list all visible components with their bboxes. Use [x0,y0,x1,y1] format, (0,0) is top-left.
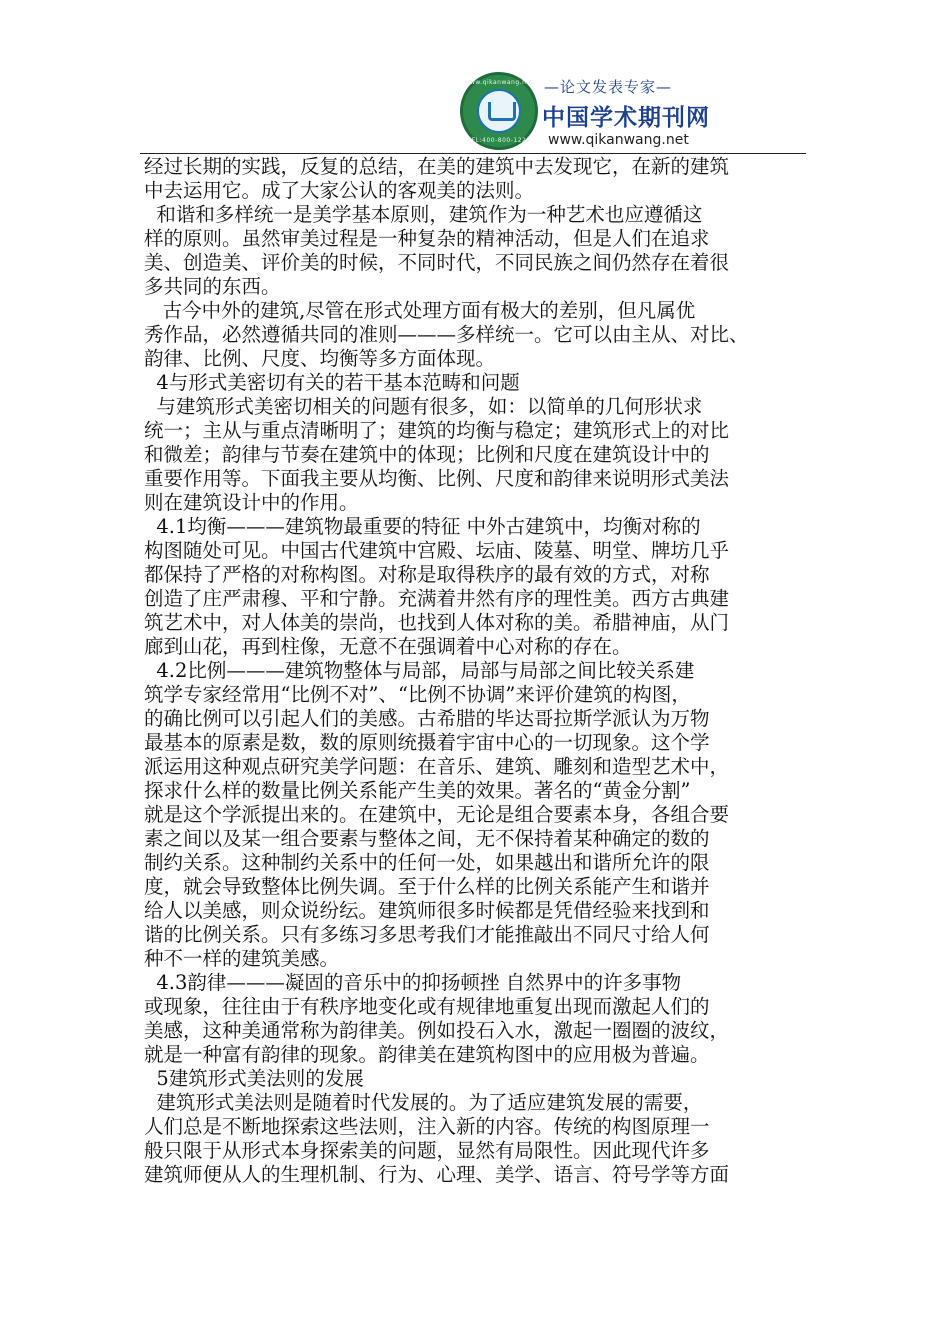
text-line: 多共同的东西。 [144,275,281,298]
text-line: 美感，这种美通常称为韵律美。例如投石入水，激起一圈圈的波纹， [144,1019,730,1042]
text-line: 和微差；韵律与节奏在建筑中的体现；比例和尺度在建筑设计中的 [144,443,710,466]
text-line: 经过长期的实践，反复的总结，在美的建筑中去发现它，在新的建筑 [144,155,730,178]
text-line: 最基本的原素是数，数的原则统摄着宇宙中心的一切现象。这个学 [144,731,710,754]
text-line: 就是这个学派提出来的。在建筑中，无论是组合要素本身，各组合要 [144,803,730,826]
text-line: 筑学专家经常用“比例不对”、“比例不协调”来评价建筑的构图， [144,683,691,706]
text-line: 4.3韵律———凝固的音乐中的抑扬顿挫 自然界中的许多事物 [144,971,682,994]
text-line: 制约关系。这种制约关系中的任何一处，如果越出和谐所允许的限 [144,851,710,874]
text-line: 5建筑形式美法则的发展 [144,1067,364,1090]
text-line: 种不一样的建筑美感。 [144,947,340,970]
text-line: 派运用这种观点研究美学问题：在音乐、建筑、雕刻和造型艺术中， [144,755,730,778]
text-line: 古今中外的建筑,尽管在形式处理方面有极大的差别，但凡属优 [144,299,696,322]
book-icon [477,89,521,133]
text-line: 谐的比例关系。只有多练习多思考我们才能推敲出不同尺寸给人何 [144,923,710,946]
text-line: 的确比例可以引起人们的美感。古希腊的毕达哥拉斯学派认为万物 [144,707,710,730]
text-line: 就是一种富有韵律的现象。韵律美在建筑构图中的应用极为普遍。 [144,1043,710,1066]
text-line: 秀作品，必然遵循共同的准则———多样统一。它可以由主从、对比、 [144,323,749,346]
text-line: 美、创造美、评价美的时候，不同时代，不同民族之间仍然存在着很 [144,251,730,274]
site-header [458,66,718,152]
text-line: 或现象，往往由于有秩序地变化或有规律地重复出现而激起人们的 [144,995,710,1018]
seal-text-bottom: TEL:400-800-1227 [467,137,531,144]
text-line: 4.2比例———建筑物整体与局部，局部与局部之间比较关系建 [144,659,695,682]
article-body [144,155,804,1187]
text-line: 样的原则。虽然审美过程是一种复杂的精神活动，但是人们在追求 [144,227,710,250]
text-line: 中去运用它。成了大家公认的客观美的法则。 [144,179,535,202]
text-line: 都保持了严格的对称构图。对称是取得秩序的最有效的方式，对称 [144,563,710,586]
text-line: 创造了庄严肃穆、平和宁静。充满着井然有序的理性美。西方古典建 [144,587,730,610]
site-tagline: —论文发表专家— [544,78,673,96]
text-line: 般只限于从形式本身探索美的问题，显然有局限性。因此现代许多 [144,1139,710,1162]
text-line: 和谐和多样统一是美学基本原则，建筑作为一种艺术也应遵循这 [144,203,703,226]
text-line: 4.1均衡———建筑物最重要的特征 中外古建筑中，均衡对称的 [144,515,701,538]
header-divider [140,153,806,154]
text-line: 构图随处可见。中国古代建筑中宫殿、坛庙、陵墓、明堂、牌坊几乎 [144,539,730,562]
text-line: 建筑师便从人的生理机制、行为、心理、美学、语言、符号学等方面 [144,1163,730,1186]
text-line: 素之间以及某一组合要素与整体之间，无不保持着某种确定的数的 [144,827,710,850]
site-logo-seal [460,72,538,150]
seal-text-top: www.qikanwang.net [464,79,534,86]
text-line: 筑艺术中，对人体美的崇尚，也找到人体对称的美。希腊神庙，从门 [144,611,730,634]
text-line: 4与形式美密切有关的若干基本范畴和问题 [144,371,520,394]
text-line: 探求什么样的数量比例关系能产生美的效果。著名的“黄金分割” [144,779,691,802]
text-line: 重要作用等。下面我主要从均衡、比例、尺度和韵律来说明形式美法 [144,467,730,490]
text-line: 给人以美感，则众说纷纭。建筑师很多时候都是凭借经验来找到和 [144,899,710,922]
text-line: 则在建筑设计中的作用。 [144,491,359,514]
site-name: 中国学术期刊网 [542,105,710,131]
text-line: 廊到山花，再到柱像，无意不在强调着中心对称的存在。 [144,635,632,658]
site-url: www.qikanwang.net [548,132,689,148]
text-line: 建筑形式美法则是随着时代发展的。为了适应建筑发展的需要， [144,1091,703,1114]
text-line: 度，就会导致整体比例失调。至于什么样的比例关系能产生和谐并 [144,875,710,898]
text-line: 韵律、比例、尺度、均衡等多方面体现。 [144,347,496,370]
text-line: 人们总是不断地探索这些法则，注入新的内容。传统的构图原理一 [144,1115,710,1138]
text-line: 统一；主从与重点清晰明了；建筑的均衡与稳定；建筑形式上的对比 [144,419,730,442]
text-line: 与建筑形式美密切相关的问题有很多，如：以简单的几何形状求 [144,395,703,418]
